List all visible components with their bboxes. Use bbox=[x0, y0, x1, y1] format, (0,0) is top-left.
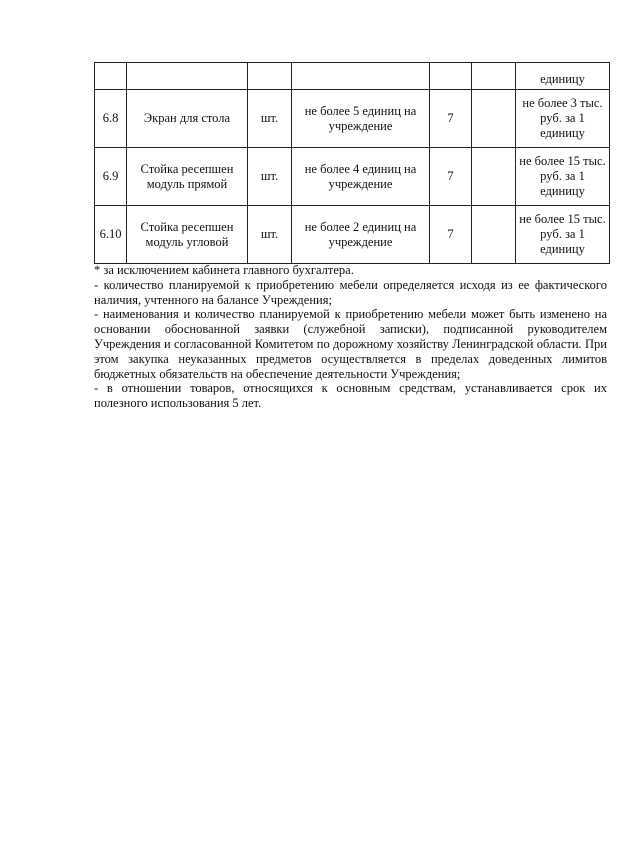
cell-quantity bbox=[292, 63, 430, 90]
cell-unit: шт. bbox=[248, 148, 292, 206]
cell-unit: шт. bbox=[248, 206, 292, 264]
cell-term: 7 bbox=[430, 206, 472, 264]
footnotes bbox=[94, 263, 607, 411]
note-useful-life: - в отношении товаров, относящихся к основным средствам, устанавливается срок их полезного использования 5 лет. bbox=[94, 381, 607, 411]
note-change-procedure: - наименования и количество планируемой к приобретению мебели может быть изменено на основании обоснованной заявки (служебной записки), подписанной руководителем Учреждения и согласованной Комитетом по дорожному хозяйству Ленинградской области. При этом закупка неуказанных предметов осуществляется в пределах доведенных лимитов бюджетных обязательств на обеспечение деятельности Учреждения; bbox=[94, 307, 607, 381]
cell-term: 7 bbox=[430, 148, 472, 206]
cell-price: не более 3 тыс. руб. за 1 единицу bbox=[516, 90, 610, 148]
cell-num: 6.8 bbox=[95, 90, 127, 148]
table-row-continuation bbox=[95, 63, 610, 90]
footnote-exception: * за исключением кабинета главного бухгалтера. bbox=[94, 263, 354, 277]
note-quantity-basis: - количество планируемой к приобретению мебели определяется исходя из ее фактического наличия, учтенного на балансе Учреждения; bbox=[94, 277, 607, 307]
cell-num bbox=[95, 63, 127, 90]
cell-price: не более 15 тыс. руб. за 1 единицу bbox=[516, 206, 610, 264]
cell-quantity: не более 4 единиц на учреждение bbox=[292, 148, 430, 206]
cell-unit bbox=[248, 63, 292, 90]
cell-num: 6.10 bbox=[95, 206, 127, 264]
cell-unit: шт. bbox=[248, 90, 292, 148]
cell-name: Стойка ресепшен модуль угловой bbox=[127, 206, 248, 264]
cell-term bbox=[430, 63, 472, 90]
table-row bbox=[95, 148, 610, 206]
cell-name: Экран для стола bbox=[127, 90, 248, 148]
cell-price: единицу bbox=[516, 63, 610, 90]
table-row bbox=[95, 206, 610, 264]
cell-quantity: не более 5 единиц на учреждение bbox=[292, 90, 430, 148]
cell-term: 7 bbox=[430, 90, 472, 148]
cell-blank bbox=[472, 206, 516, 264]
cell-name bbox=[127, 63, 248, 90]
furniture-norms-table bbox=[94, 62, 610, 264]
table-row bbox=[95, 90, 610, 148]
cell-name: Стойка ресепшен модуль прямой bbox=[127, 148, 248, 206]
cell-blank bbox=[472, 90, 516, 148]
cell-num: 6.9 bbox=[95, 148, 127, 206]
cell-blank bbox=[472, 63, 516, 90]
cell-blank bbox=[472, 148, 516, 206]
cell-price: не более 15 тыс. руб. за 1 единицу bbox=[516, 148, 610, 206]
cell-quantity: не более 2 единиц на учреждение bbox=[292, 206, 430, 264]
